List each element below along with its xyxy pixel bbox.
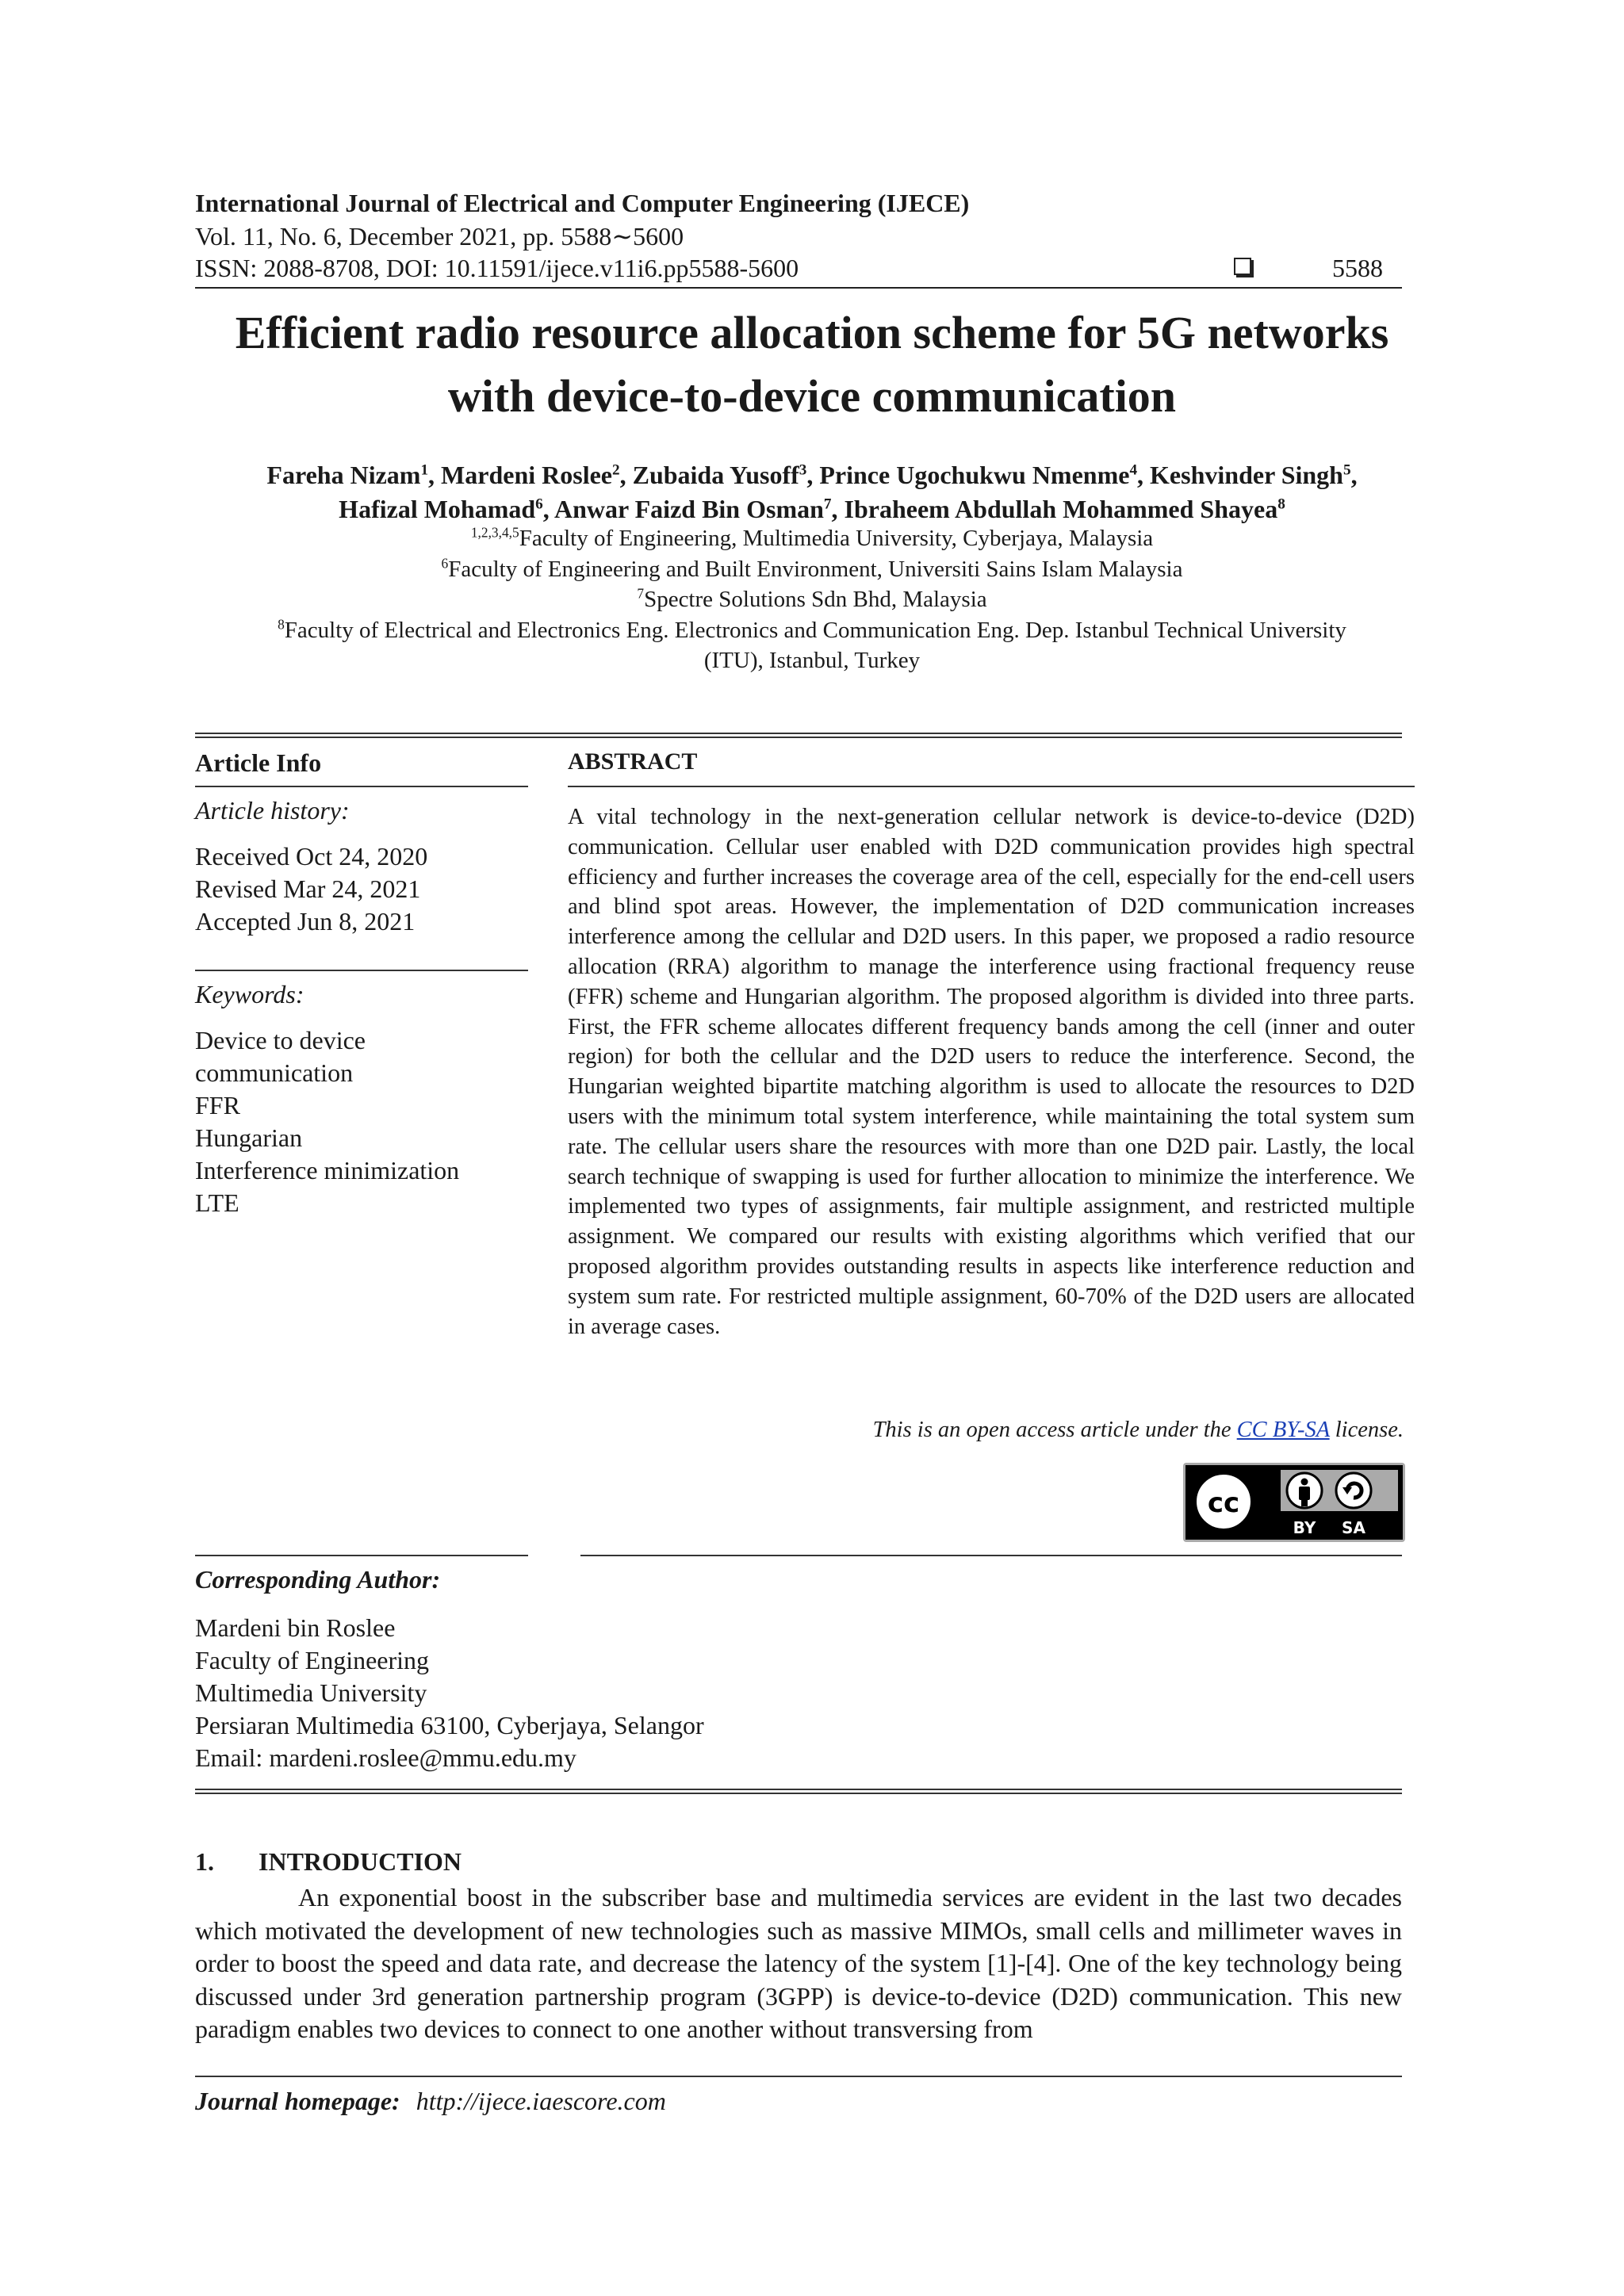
info-top-rule [195,733,1402,738]
abstract-body [568,802,1415,1341]
corresponding-line: Multimedia University [195,1678,427,1707]
footer-rule [195,2076,1402,2077]
cc-by-sa-link[interactable]: CC BY-SA [1236,1418,1330,1442]
issn-line: ISSN: 2088-8708, DOI: 10.11591/ijece.v11i6.pp5588-5600 [195,254,799,282]
by-person-icon [1287,1473,1322,1508]
cc-badge-graphic [1185,1465,1403,1540]
affiliation-marker: 6 [441,555,449,572]
history-item: Received Oct 24, 2020 [195,842,428,871]
author-affil-marker: 7 [823,496,832,513]
affiliation [159,584,1465,615]
affiliation-text: Faculty of Electrical and Electronics Eng. Electronics and Communication Eng. Dep. Istanbul Technical University [284,617,1346,643]
volume-line: Vol. 11, No. 6, December 2021, pp. 5588∼5600 [195,222,684,251]
badge-sa-label: SA [1342,1518,1365,1537]
section-title: INTRODUCTION [259,1847,462,1876]
author-separator: , [806,461,820,489]
affiliation-text: (ITU), Istanbul, Turkey [703,648,921,673]
square-icon [1234,258,1251,275]
section-number: 1. [195,1847,214,1876]
keyword-item: Device to device [195,1026,366,1054]
introduction-body [195,1881,1402,2046]
history-item: Revised Mar 24, 2021 [195,874,421,903]
author-name: Prince Ugochukwu Nmenme [819,461,1130,489]
title-line-1: Efficient radio resource allocation scheme for 5G networks [235,307,1389,358]
article-info-rule [195,786,528,787]
abstract-text: A vital technology in the next-generation cellular network is device-to-device (D2D) communication. Cellular user enabled with D2D communication provides high spectral efficiency and further increases the coverage area of the cell, especially for the end-cell users and blind spot areas. However, the implementation of D2D communication increases interference among the cellular and D2D users. In this paper, we proposed a radio resource allocation (RRA) algorithm to manage the interference using fractional frequency reuse (FFR) scheme and Hungarian algorithm. The proposed algorithm is divided into three parts. First, the FFR scheme allocates different frequency bands among the cell (inner and outer region) for both the cellular and the D2D users to reduce the interference. Second, the Hungarian weighted bipartite matching algorithm is used to allocate the resources to D2D users with the minimum total system interference, while maintaining the total system sum rate. The cellular users share the resources with more than one D2D pair. Lastly, the local search technique of swapping is used for further allocation to minimize the interference. We implemented two types of assignments, fair multiple assignment, and restricted multiple assignment. We compared our results with existing algorithms which verified that our proposed algorithm provides outstanding results in aspects like interference reduction and system sum rate. For restricted multiple assignment, 60-70% of the D2D users are allocated in average cases. [568,805,1415,1339]
author-affil-marker: 8 [1277,496,1285,513]
author-name: Ibraheem Abdullah Mohammed Shayea [844,495,1278,523]
badge-by-label: BY [1293,1518,1316,1537]
section-heading [195,1847,462,1877]
author-list [159,458,1465,526]
cc-icon [1195,1473,1252,1530]
author-name: Mardeni Roslee [441,461,612,489]
cc-by-sa-badge[interactable] [1183,1463,1405,1542]
corresponding-details [195,1612,704,1774]
affiliation-text: Faculty of Engineering and Built Environment, Universiti Sains Islam Malaysia [448,556,1183,582]
author-separator: , [428,461,442,489]
footer-label: Journal homepage: [195,2087,400,2115]
author-name: Fareha Nizam [266,461,421,489]
author-separator: , [619,461,633,489]
sa-share-alike-icon [1336,1473,1371,1508]
author-name: Keshvinder Singh [1150,461,1343,489]
abstract-rule [568,786,1415,787]
history-rule [195,970,528,971]
author-name: Anwar Faizd Bin Osman [553,495,824,523]
author-affil-marker: 4 [1129,461,1138,479]
affiliation-marker: 8 [278,616,285,633]
article-info-heading: Article Info [195,748,322,777]
license-prefix: This is an open access article under the [872,1418,1237,1442]
history-list [195,840,427,938]
affiliation [159,645,1465,676]
affiliation-marker: 7 [637,585,645,602]
corresponding-line: Mardeni bin Roslee [195,1613,396,1642]
affiliation-text: Spectre Solutions Sdn Bhd, Malaysia [644,587,987,612]
author-affil-marker: 1 [420,461,429,479]
author-line-2 [159,492,1465,526]
author-affil-marker: 2 [612,461,620,479]
journal-name: International Journal of Electrical and Computer Engineering (IJECE) [195,189,970,217]
affiliation-list [159,523,1465,676]
author-name: Hafizal Mohamad [339,495,536,523]
keyword-item: communication [195,1058,354,1087]
affiliation [159,615,1465,646]
info-bottom-rule [195,1789,1402,1794]
keyword-item: LTE [195,1188,239,1217]
history-heading: Article history: [195,796,350,825]
keywords-list [195,1024,459,1219]
author-separator: , [1137,461,1151,489]
page-number: 5588 [1332,254,1383,282]
corresponding-heading: Corresponding Author: [195,1565,441,1594]
title-line-2: with device-to-device communication [447,370,1177,422]
keyword-item: Hungarian [195,1123,303,1152]
corresponding-line: Email: mardeni.roslee@mmu.edu.my [195,1743,576,1772]
keyword-item: Interference minimization [195,1156,460,1184]
license-line [873,1418,1404,1443]
author-separator: , [542,495,554,523]
author-name: Zubaida Yusoff [632,461,799,489]
header-rule [195,287,1402,289]
abstract-heading: ABSTRACT [568,748,698,775]
affiliation [159,523,1465,554]
author-line-1 [159,458,1465,492]
introduction-paragraph: An exponential boost in the subscriber base and multimedia services are evident in the last two decades which motivated the development of new technologies such as massive MIMOs, small cells and millimeter waves in order to boost the speed and data rate, and decrease the latency of the system [1]-[4]. One of the key technology being discussed under 3rd generation partnership program (3GPP) is device-to-device (D2D) communication. This new paradigm enables two devices to connect to one another without transversing from [195,1883,1402,2043]
affiliation [159,554,1465,585]
author-affil-marker: 5 [1342,461,1351,479]
corresponding-rule-right [580,1555,1402,1556]
author-separator: , [831,495,845,523]
history-item: Accepted Jun 8, 2021 [195,907,416,936]
corresponding-line: Persiaran Multimedia 63100, Cyberjaya, Selangor [195,1711,704,1739]
corresponding-rule-left [195,1555,528,1556]
affiliation-text: Faculty of Engineering, Multimedia University, Cyberjaya, Malaysia [519,526,1154,551]
author-affil-marker: 6 [535,496,543,513]
journal-homepage-link[interactable]: http://ijece.iaescore.com [416,2087,666,2115]
affiliation-marker: 1,2,3,4,5 [470,524,519,541]
cc-mark: cc [1207,1487,1240,1519]
license-suffix: license. [1329,1418,1404,1442]
keywords-heading: Keywords: [195,980,304,1008]
author-affil-marker: 3 [799,461,807,479]
paper-title [159,301,1465,428]
corresponding-line: Faculty of Engineering [195,1646,430,1674]
keyword-item: FFR [195,1091,240,1119]
author-separator: , [1350,461,1358,489]
footer [195,2087,666,2116]
